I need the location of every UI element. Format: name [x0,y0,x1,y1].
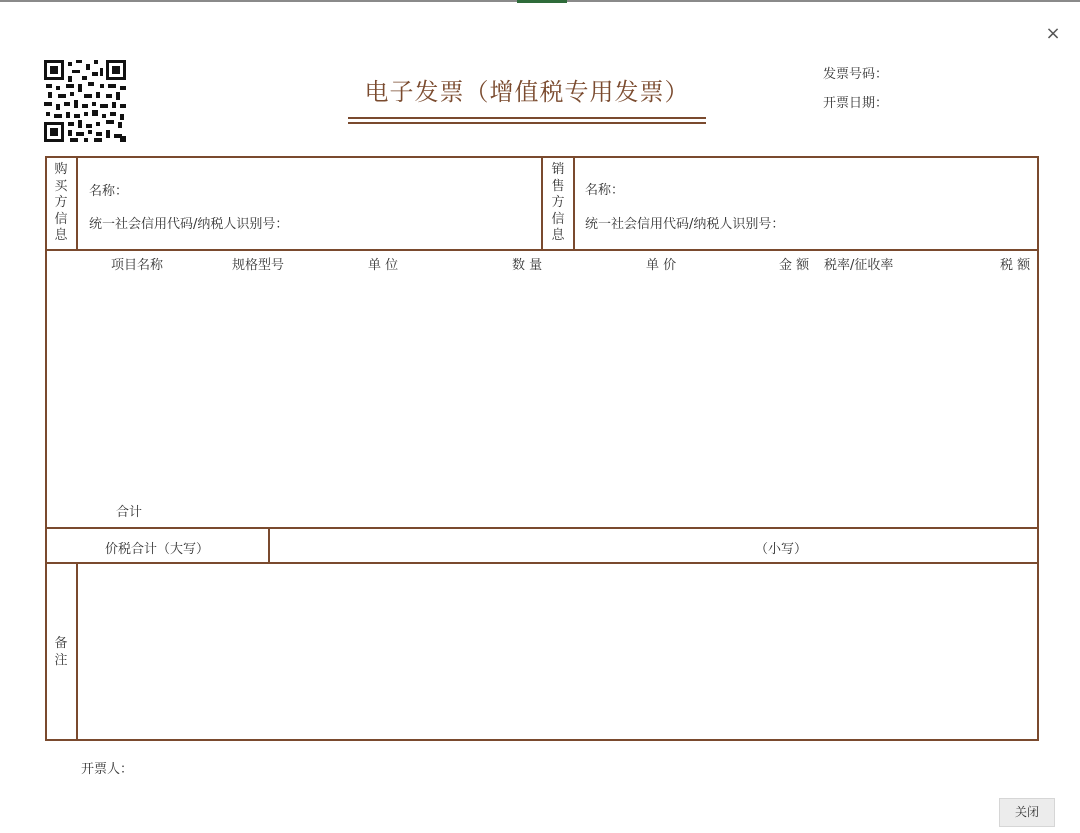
seller-section-label: 销 售 方 信 息 [551,162,565,243]
column-header-tax-rate: 税率/征收率 [824,258,894,273]
buyer-label-divider [76,156,78,251]
column-header-item-name: 项目名称 [111,258,164,273]
title-underline-top [348,117,706,119]
column-header-unit-price: 单 价 [646,258,677,273]
column-header-quantity: 数 量 [512,258,543,273]
seller-tax-id-label: 统一社会信用代码/纳税人识别号： [585,217,785,232]
buyer-tax-id-label: 统一社会信用代码/纳税人识别号： [89,217,289,232]
remarks-label-divider [76,562,78,741]
seller-label-divider [573,156,575,251]
issue-date-label: 开票日期： [823,96,889,111]
close-icon[interactable]: × [1045,23,1061,44]
column-header-amount: 金 额 [779,258,810,273]
qr-code-icon [44,60,126,142]
divider-totals-bottom [45,562,1039,564]
items-total-label: 合计 [116,505,143,520]
buyer-name-label: 名称： [89,184,129,199]
remarks-section-label: 备 注 [54,636,68,668]
column-header-spec: 规格型号 [232,258,285,273]
seller-name-label: 名称： [585,183,625,198]
divider-items-bottom [45,527,1039,529]
column-header-tax-amount: 税 额 [1000,258,1031,273]
total-lowercase-label: （小写） [755,542,808,557]
window-top-accent [517,0,567,3]
close-button[interactable]: 关闭 [999,798,1055,827]
column-header-unit: 单 位 [368,258,399,273]
invoice-title: 电子发票（增值税专用发票） [364,78,690,106]
title-underline-bottom [348,122,706,124]
totals-divider [268,527,270,564]
total-uppercase-label: 价税合计（大写） [105,542,210,557]
party-divider [541,156,543,251]
issuer-label: 开票人： [81,762,134,777]
buyer-section-label: 购 买 方 信 息 [54,162,68,243]
invoice-number-label: 发票号码： [823,67,889,82]
